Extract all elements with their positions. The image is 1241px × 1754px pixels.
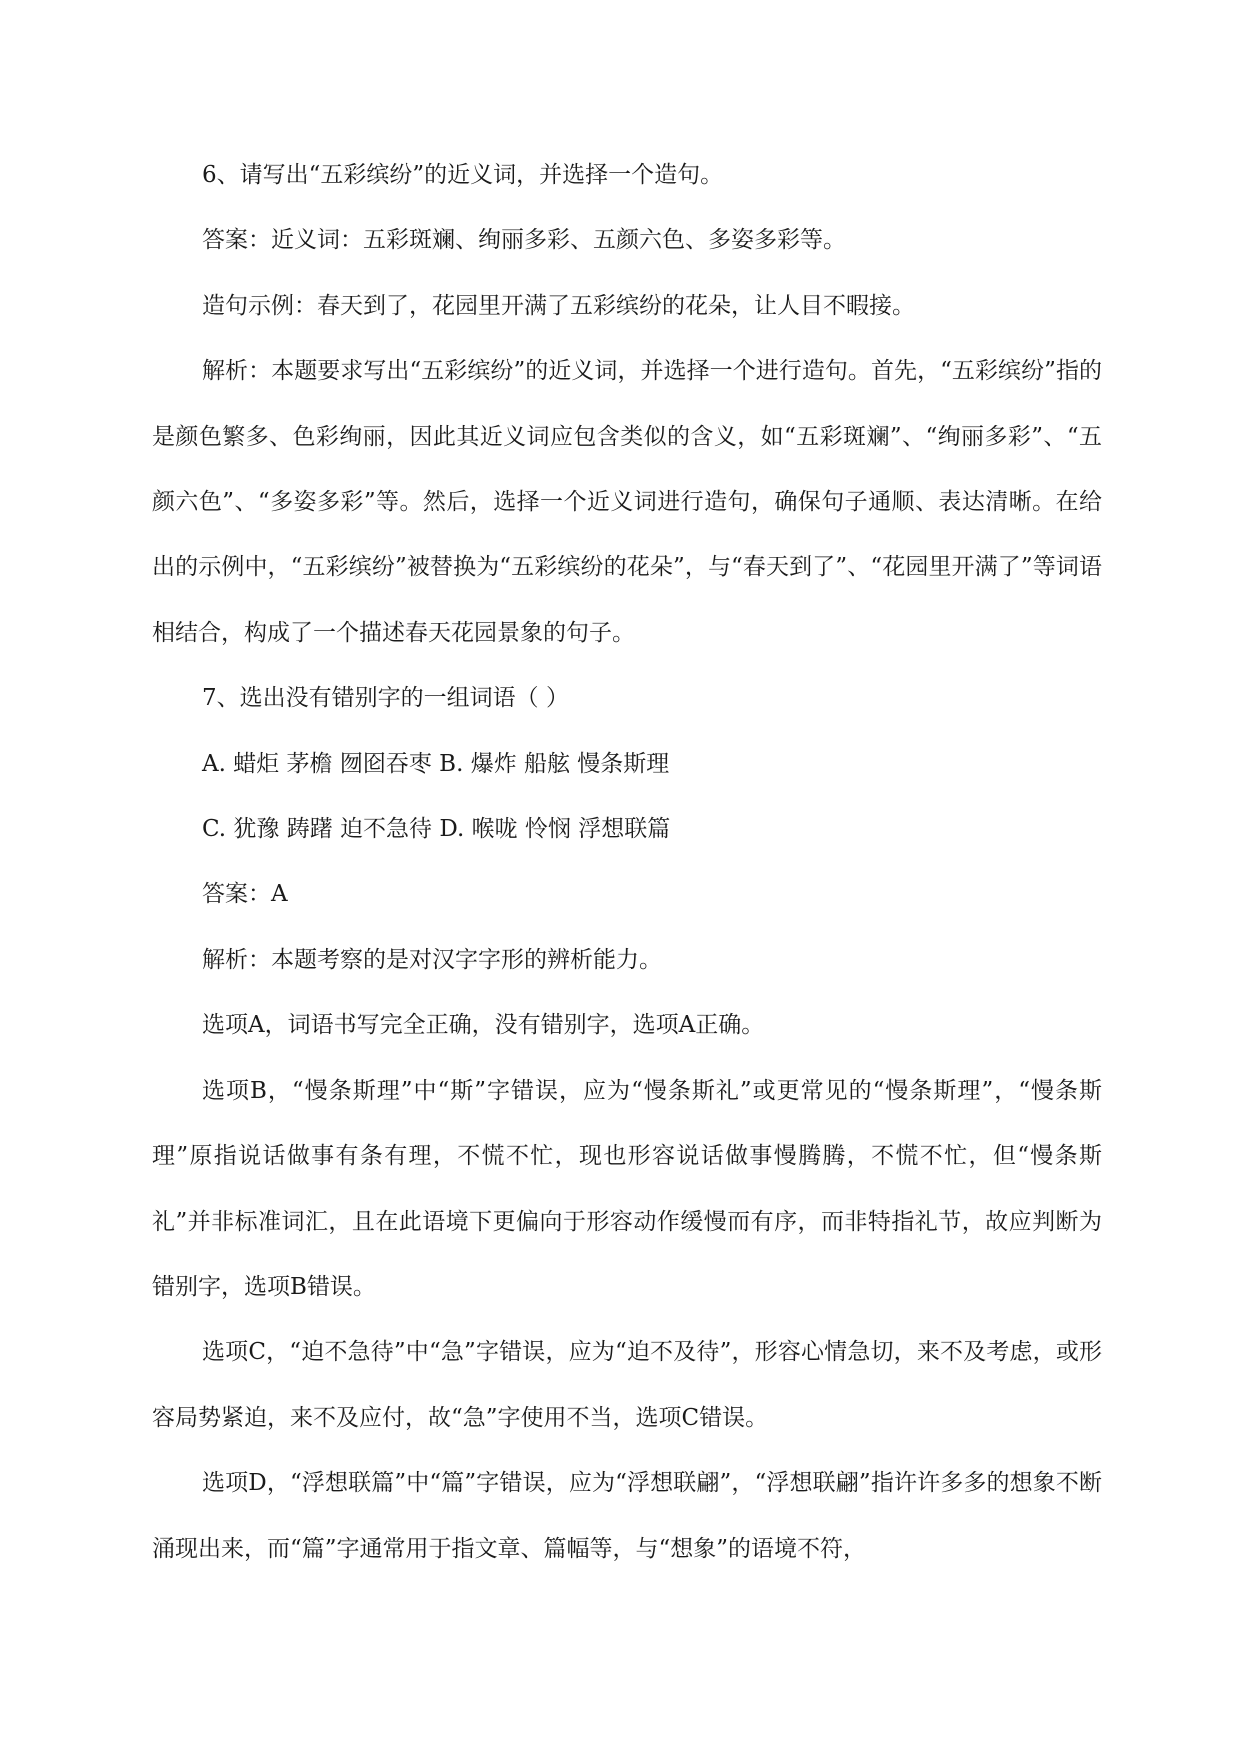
question-6: 6、请写出“五彩缤纷”的近义词，并选择一个造句。 <box>202 162 724 188</box>
answer-6-synonyms: 答案：近义词：五彩斑斓、绚丽多彩、五颜六色、多姿多彩等。 <box>202 227 846 254</box>
document-body <box>152 143 1102 1582</box>
analysis-6: 解析：本题要求写出“五彩缤纷”的近义词，并选择一个进行造句。首先，“五彩缤纷”指的是颜色繁多、色彩绚丽，因此其近义词应包含类似的含义，如“五彩斑斓”、“绚丽多彩”、“五颜六色”、“多姿多彩”等。然后，选择一个近义词进行造句，确保句子通顺、表达清晰。在给出的示例中，“五彩缤纷”被替换为“五彩缤纷的花朵”，与“春天到了”、“花园里开满了”等词语相结合，构成了一个描述春天花园景象的句子。 <box>152 358 1102 646</box>
options-a-b: A. 蜡炬 茅檐 囫囵吞枣 B. 爆炸 船舷 慢条斯理 <box>202 750 670 777</box>
answer-7: 答案：A <box>202 881 288 908</box>
analysis-option-d: 选项D，“浮想联篇”中“篇”字错误，应为“浮想联翩”，“浮想联翩”指许许多多的想象不断涌现出来，而“篇”字通常用于指文章、篇幅等，与“想象”的语境不符， <box>152 1470 1102 1562</box>
options-c-d: C. 犹豫 踌躇 迫不急待 D. 喉咙 怜悯 浮想联篇 <box>202 816 671 843</box>
analysis-7-intro: 解析：本题考察的是对汉字字形的辨析能力。 <box>202 946 662 973</box>
question-7: 7、选出没有错别字的一组词语（ ） <box>202 685 569 712</box>
analysis-option-a: 选项A，词语书写完全正确，没有错别字，选项A正确。 <box>202 1012 765 1039</box>
analysis-option-b: 选项B，“慢条斯理”中“斯”字错误，应为“慢条斯礼”或更常见的“慢条斯理”，“慢条斯理”原指说话做事有条有理，不慌不忙，现也形容说话做事慢腾腾，不慌不忙，但“慢条斯礼”并非标准词汇，且在此语境下更偏向于形容动作缓慢而有序，而非特指礼节，故应判断为错别字，选项B错误。 <box>152 1077 1102 1300</box>
analysis-option-c: 选项C，“迫不急待”中“急”字错误，应为“迫不及待”，形容心情急切，来不及考虑，或形容局势紧迫，来不及应付，故“急”字使用不当，选项C错误。 <box>152 1339 1102 1431</box>
answer-6-example-sentence: 造句示例：春天到了，花园里开满了五彩缤纷的花朵，让人目不暇接。 <box>202 292 915 319</box>
